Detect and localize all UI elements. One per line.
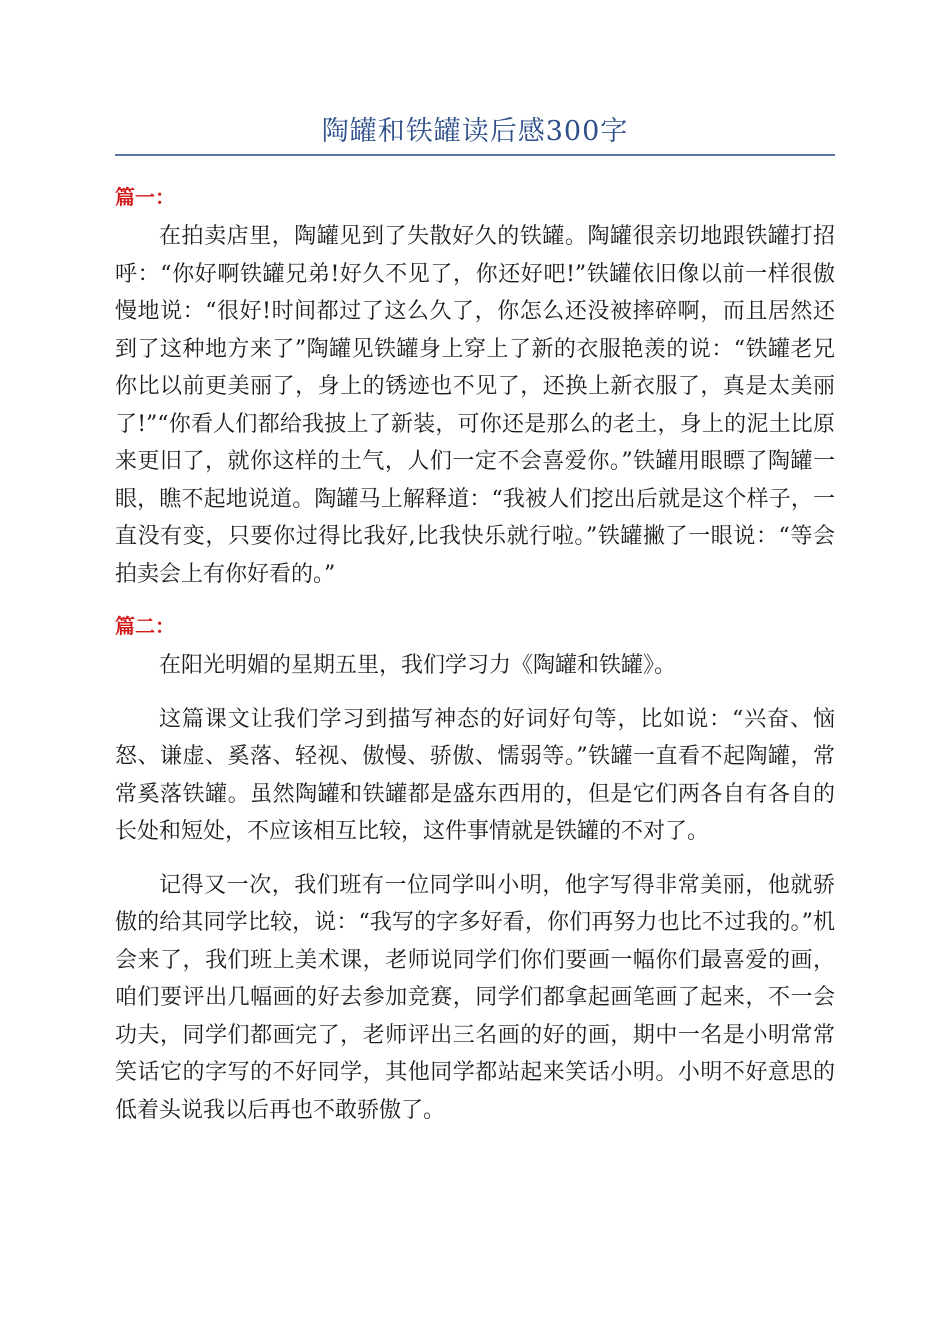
- document-body: [115, 172, 835, 1129]
- section-2-paragraph-2: 这篇课文让我们学习到描写神态的好词好句等，比如说：“兴奋、恼怒、谦虚、奚落、轻视、傲慢、骄傲、懦弱等。”铁罐一直看不起陶罐，常常奚落铁罐。虽然陶罐和铁罐都是盛东西用的，但是它们两各自有各自的长处和短处，不应该相互比较，这件事情就是铁罐的不对了。: [115, 706, 835, 844]
- section-1-paragraph-1: 在拍卖店里，陶罐见到了失散好久的铁罐。陶罐很亲切地跟铁罐打招呼：“你好啊铁罐兄弟!好久不见了，你还好吧!”铁罐依旧像以前一样很傲慢地说：“很好!时间都过了这么久了，你怎么还没被摔碎啊，而且居然还到了这种地方来了”陶罐见铁罐身上穿上了新的衣服艳羡的说：“铁罐老兄你比以前更美丽了，身上的锈迹也不见了，还换上新衣服了，真是太美丽了!”“你看人们都给我披上了新装，可你还是那么的老土，身上的泥土比原来更旧了，就你这样的土气，人们一定不会喜爱你。”铁罐用眼瞟了陶罐一眼，瞧不起地说道。陶罐马上解释道：“我被人们挖出后就是这个样子，一直没有变，只要你过得比我好,比我快乐就行啦。”铁罐撇了一眼说：“等会拍卖会上有你好看的。”: [115, 224, 835, 587]
- section-2-paragraph-1: 在阳光明媚的星期五里，我们学习力《陶罐和铁罐》。: [159, 653, 677, 678]
- section-heading-1: 篇一：: [115, 185, 175, 209]
- title-underline: [115, 154, 835, 156]
- section-heading-2: 篇二：: [115, 614, 175, 638]
- section-2-paragraph-3: 记得又一次，我们班有一位同学叫小明，他字写得非常美丽，他就骄傲的给其同学比较，说：“我写的字多好看，你们再努力也比不过我的。”机会来了，我们班上美术课，老师说同学们你们要画一幅你们最喜爱的画，咱们要评出几幅画的好去参加竞赛，同学们都拿起画笔画了起来，不一会功夫，同学们都画完了，老师评出三名画的好的画，期中一名是小明常常笑话它的字写的不好同学，其他同学都站起来笑话小明。小明不好意思的低着头说我以后再也不敢骄傲了。: [115, 872, 835, 1123]
- page-title: 陶罐和铁罐读后感300字: [321, 116, 629, 147]
